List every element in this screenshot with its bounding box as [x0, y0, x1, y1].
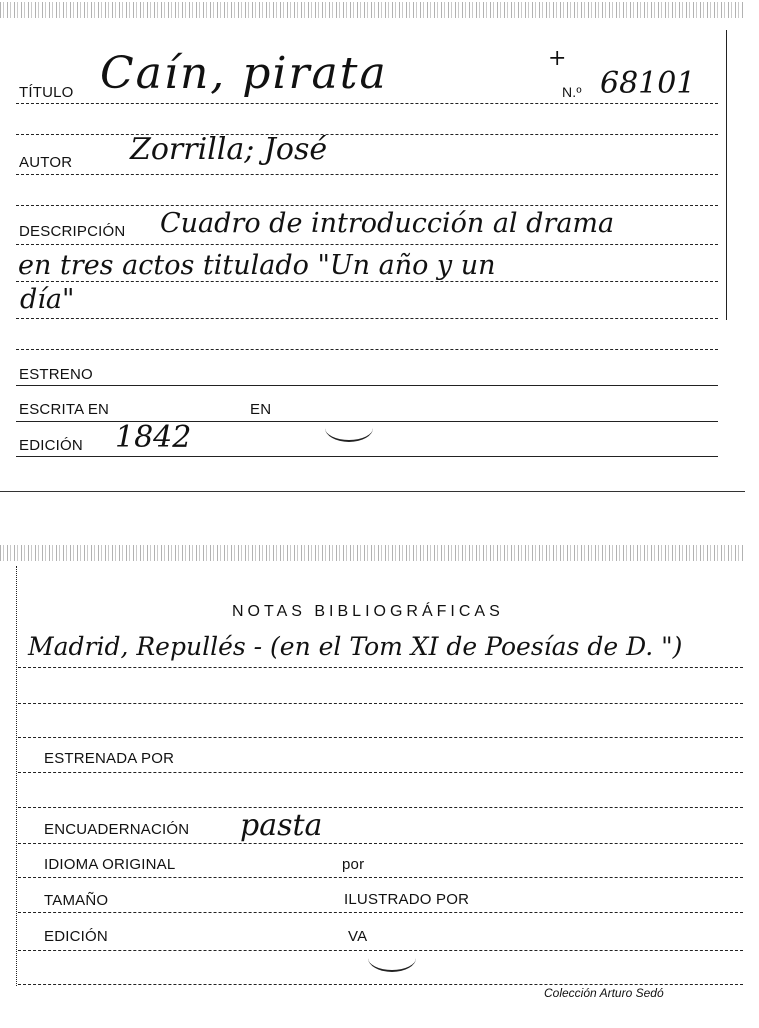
rule — [16, 385, 718, 386]
descripcion-line-2: en tres actos titulado "Un año y un — [18, 250, 496, 281]
descripcion-line-1: Cuadro de introducción al drama — [160, 208, 615, 239]
rule — [18, 877, 743, 878]
rule — [16, 205, 718, 206]
rule — [16, 244, 718, 245]
card-right-edge — [726, 30, 727, 320]
escrita-label: ESCRITA EN — [19, 401, 110, 418]
tamano-label: TAMAÑO — [44, 892, 109, 909]
rule — [18, 950, 743, 951]
estreno-label: ESTRENO — [19, 366, 93, 383]
rule — [18, 772, 743, 773]
rule — [16, 174, 718, 175]
card-left-edge — [16, 566, 17, 986]
rule — [18, 984, 743, 985]
ilustrado-label: ILUSTRADO POR — [344, 891, 470, 908]
edicion-value: 1842 — [115, 420, 192, 455]
number-label: N.º — [562, 84, 582, 100]
edicion-label-bottom: EDICIÓN — [44, 928, 108, 945]
en-label: EN — [250, 401, 272, 418]
rule — [16, 134, 718, 135]
collection-footer: Colección Arturo Sedó — [544, 986, 664, 1000]
estrenada-label: ESTRENADA POR — [44, 750, 175, 767]
rule — [16, 318, 718, 319]
stamp-mark — [368, 944, 416, 972]
encuadernacion-label: ENCUADERNACIÓN — [44, 821, 190, 838]
rule — [16, 281, 718, 282]
rule — [16, 349, 718, 350]
rule — [18, 737, 743, 738]
titulo-label: TÍTULO — [19, 84, 74, 101]
number-value: 68101 — [600, 66, 696, 101]
notas-heading: NOTAS BIBLIOGRÁFICAS — [232, 603, 504, 620]
rule — [18, 703, 743, 704]
encuadernacion-value: pasta — [240, 808, 323, 843]
rule — [18, 912, 743, 913]
autor-value: Zorrilla; José — [130, 132, 328, 167]
rule — [16, 103, 718, 104]
edicion-label: EDICIÓN — [19, 437, 83, 454]
descripcion-line-3: día" — [20, 284, 75, 315]
titulo-value: Caín, pirata — [100, 48, 388, 99]
rule — [18, 807, 743, 808]
notes-line-1: Madrid, Repullés - (en el Tom XI de Poesías de D. ") — [28, 632, 683, 661]
por-label: por — [342, 856, 365, 873]
number-prefix: + — [548, 46, 567, 71]
rule — [16, 456, 718, 457]
va-label: VA — [348, 928, 368, 945]
rule — [18, 667, 743, 668]
stamp-mark — [325, 414, 373, 442]
card-separator — [0, 491, 745, 492]
idioma-label: IDIOMA ORIGINAL — [44, 856, 176, 873]
rule — [18, 843, 743, 844]
descripcion-label: DESCRIPCIÓN — [19, 223, 126, 240]
autor-label: AUTOR — [19, 154, 73, 171]
